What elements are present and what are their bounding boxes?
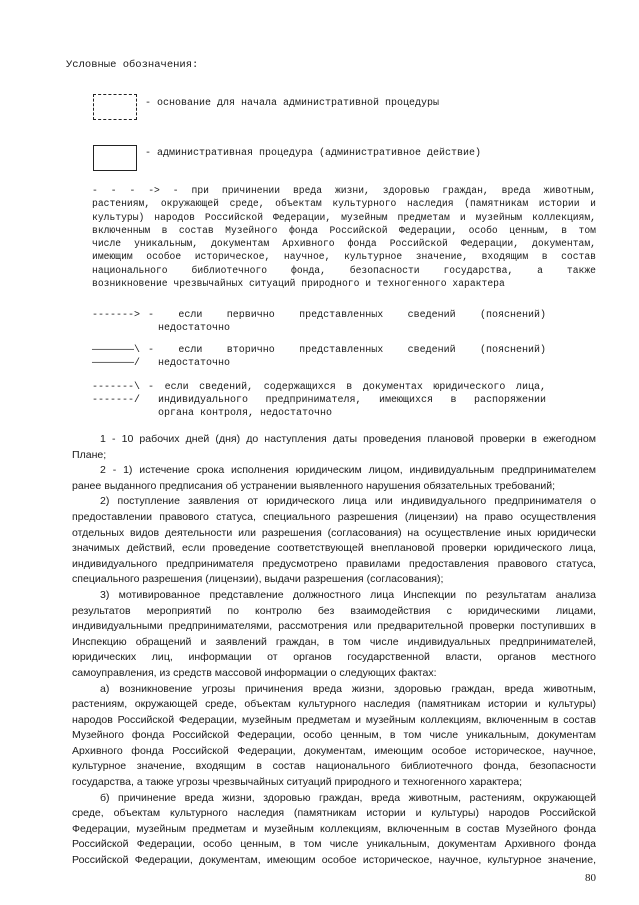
legend-title: Условные обозначения: [66, 59, 199, 71]
condition-arrow-key: -------> [92, 310, 141, 321]
text-line: включенным в состав Музейного фонда Российской Федерации, особо ценным, в том [92, 224, 596, 236]
text-line: народов Российской Федерации, музейным предметам и музейным коллекциям, включенным в состав [72, 713, 596, 726]
text-line: государства, а также угрозы чрезвычайных ситуаций природного и техногенного характера; [72, 776, 523, 789]
text-line: а) возникновение угрозы причинения вреда жизни, здоровью граждан, вреда животным, [100, 682, 596, 695]
text-line: 2) поступление заявления от юридического лица или индивидуального предпринимателя о [100, 495, 596, 508]
text-line: - если первично представленных сведений (пояснений) [148, 310, 546, 321]
text-line: самоуправления, из средств массовой информации о следующих фактах: [72, 666, 437, 679]
text-line: Музейного фонда Российской Федерации, особо ценным, в том числе уникальным, документам [72, 729, 596, 742]
text-line: числе уникальным, документам Архивного фонда Российской Федерации, документам, [92, 238, 596, 250]
arrow-legend-paragraph [92, 184, 596, 290]
text-line: культурное значение, входящим в состав национального библиотечного фонда, безопасности [72, 760, 596, 773]
condition-description [148, 309, 546, 335]
text-line: недостаточно [158, 358, 231, 369]
text-line: национального библиотечного фонда, безопасности государства, а также [92, 264, 596, 276]
condition-description [148, 381, 546, 420]
text-line: Федерации, музейным предметам и музейным коллекциям, включенным в состав Музейного фонда [72, 822, 596, 835]
legend-item-basis: - основание для начала административной процедуры [145, 98, 440, 109]
text-line: Российской Федерации, документам, имеющим особое историческое, научное, культурное значение, [72, 854, 596, 867]
text-line: возникновение чрезвычайных ситуаций природного и техногенного характера [92, 278, 505, 290]
text-line: предоставлении правового статуса, специального разрешения (лицензии) на право осуществления [72, 510, 596, 523]
text-line: среде, объектам культурного наследия (памятникам истории и культуры) народов Российской [72, 807, 596, 820]
text-line: Плане; [72, 448, 107, 461]
dashed-box-symbol [93, 94, 137, 120]
page-number: 80 [585, 872, 596, 884]
text-line: результатов мероприятий по контролю без взаимодействия с юридическими лицами, [72, 604, 596, 617]
text-line: ранее выданного предписания об устранении выявленного нарушения обязательных требований; [72, 479, 556, 492]
text-line: индивидуального предпринимателя предусмотрено правилами предоставления правового статуса, [72, 557, 596, 570]
text-line: органа контроля, недостаточно [158, 408, 333, 419]
text-line: - - - -> - при причинении вреда жизни, здоровью граждан, вреда животным, [92, 185, 596, 196]
legend-item-procedure: - административная процедура (административное действие) [145, 148, 482, 159]
text-line: индивидуальными предпринимателями, рассмотрения или предварительной проверки поступивших в [72, 620, 596, 633]
condition-arrow-key: ———————\ ———————/ [92, 345, 141, 369]
text-line: индивидуального предпринимателя, имеющихся в распоряжении [158, 395, 546, 406]
condition-description [148, 344, 546, 370]
text-line: Архивного фонда Российской Федерации, документам, имеющим особое историческое, научное, [72, 744, 596, 757]
text-line: юридических лиц, информации от органов государственной власти, органов местного [72, 651, 596, 664]
condition-arrow-key: -------\ -------/ [92, 382, 141, 406]
text-line: - если вторично представленных сведений (пояснений) [148, 345, 546, 356]
solid-box-symbol [93, 145, 137, 171]
text-line: растениям, окружающей среде, объектам культурного наследия (памятникам истории и [92, 198, 596, 210]
main-text [72, 432, 596, 869]
text-line: культуры) народов Российской Федерации, музейным предметам и музейным коллекциям, [92, 211, 596, 223]
text-line: б) причинение вреда жизни, здоровью граждан, вреда животным, растениям, окружающей [100, 791, 596, 804]
text-line: имеющим особое историческое, научное, культурное значение, входящим в состав [92, 251, 596, 263]
text-line: - если сведений, содержащихся в документах юридического лица, [148, 382, 546, 393]
text-line: 1 - 10 рабочих дней (дня) до наступления даты проведения плановой проверки в ежегодном [100, 433, 596, 445]
text-line: 3) мотивированное представление должностного лица Инспекции по результатам анализа [100, 588, 596, 601]
text-line: отдельных видов деятельности или разрешения (согласования) на осуществление иных юридически [72, 526, 596, 539]
text-line: значимых действий, если проведение соответствующей внеплановой проверки юридического лица, [72, 542, 596, 555]
text-line: растениям, окружающей среде, объектам культурного наследия (памятникам истории и культуры) [72, 698, 596, 711]
text-line: Российской Федерации, особо ценным, в том числе уникальным, документам Архивного фонда [72, 838, 596, 851]
text-line: Инспекцию обращений и заявлений граждан, в том числе индивидуальных предпринимателей, [72, 635, 596, 648]
text-line: недостаточно [158, 323, 231, 334]
text-line: специального разрешения (лицензии), выдачи разрешения (согласования); [72, 573, 444, 586]
text-line: 2 - 1) истечение срока исполнения юридическим лицом, индивидуальным предпринимателем [100, 464, 596, 477]
